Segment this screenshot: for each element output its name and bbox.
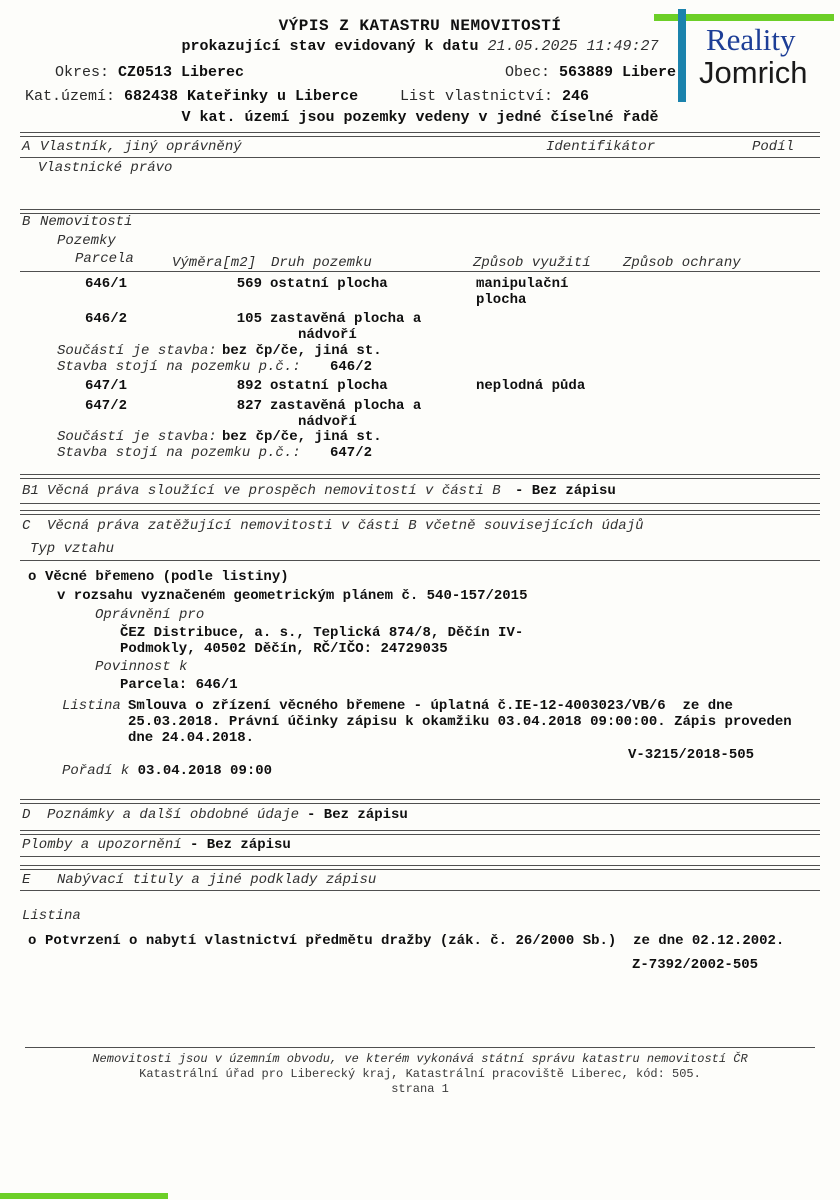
vecne-bremeno-rozsah: v rozsahu vyznačeném geometrickým plánem č. 540-157/2015 (57, 588, 528, 604)
vecne-bremeno-title: Věcné břemeno (podle listiny) (45, 569, 289, 585)
poradi-value: 03.04.2018 09:00 (137, 763, 273, 779)
rule-b-header (20, 271, 820, 272)
stavba-note-label: Součástí je stavba: (57, 343, 217, 359)
col-vyuziti: Způsob využití (473, 255, 591, 271)
katuzemi-label: Kat.území: (25, 88, 125, 105)
listina-line2: 25.03.2018. Právní účinky zápisu k okamžiku 03.04.2018 09:00:00. Zápis proveden (128, 714, 792, 730)
logo-jomrich-text: Jomrich (699, 55, 808, 90)
obec-value: 563889 Libere (559, 64, 677, 81)
listina-label: Listina (22, 908, 81, 924)
rule-a-top (20, 132, 820, 137)
section-a-title: Vlastník, jiný oprávněný (40, 139, 242, 155)
rule-plomby-under (20, 856, 820, 857)
table-row-vymera: 892 (236, 378, 262, 394)
nabyvaci-titul-ref: Z-7392/2002-505 (632, 957, 759, 973)
obec-field (505, 65, 676, 81)
obec-label: Obec: (505, 64, 560, 81)
list-label: List vlastnictví: (400, 88, 563, 105)
stavba-note-value: bez čp/če, jiná st. (222, 429, 382, 445)
col-vymera: Výměra[m2] (172, 255, 257, 271)
logo-blue-bar-icon (678, 9, 686, 102)
table-row-parcela: 646/1 (85, 276, 128, 292)
subtitle-date: 21.05.2025 11:49:27 (487, 38, 659, 55)
rule-b-top (20, 209, 820, 214)
footer-line1: Nemovitosti jsou v územním obvodu, ve kterém vykonává státní správu katastru nemovitostí ČR (92, 1052, 748, 1066)
col-identifikator: Identifikátor (546, 139, 656, 155)
rule-e-top (20, 865, 820, 870)
list-value: 246 (562, 88, 590, 105)
col-ochrany: Způsob ochrany (623, 255, 741, 271)
povinnost-label: Povinnost k (95, 659, 188, 675)
section-b1-value: - Bez zápisu (515, 483, 616, 499)
listina-ref: V-3215/2018-505 (628, 747, 755, 763)
section-b1-title: Věcná práva sloužící ve prospěch nemovitostí v části B (47, 483, 501, 499)
typ-vztahu-label: Typ vztahu (30, 541, 115, 557)
table-row-vymera: 569 (236, 276, 262, 292)
rule-footer (25, 1047, 815, 1048)
list-vlastnictvi-field (400, 89, 589, 105)
footer-line2: Katastrální úřad pro Liberecký kraj, Katastrální pracoviště Liberec, kód: 505. (139, 1067, 701, 1081)
table-row-parcela: 647/1 (85, 378, 128, 394)
rule-e-under (20, 890, 820, 891)
section-b1-letter: B1 (22, 483, 39, 499)
rule-c-top (20, 510, 820, 515)
poradi-field (62, 763, 272, 779)
rule-b1-top (20, 474, 820, 479)
table-row-druh: zastavěná plocha a (270, 398, 422, 414)
section-c-letter: C (22, 518, 31, 534)
stavba-pozemek-value: 646/2 (330, 359, 373, 375)
section-c-title: Věcná práva zatěžující nemovitosti v části B včetně souvisejících údajů (47, 518, 644, 534)
entry-bullet: o (28, 569, 37, 585)
table-row-druh-cont: nádvoří (298, 327, 357, 343)
subtitle-label: prokazující stav evidovaný k datu (181, 38, 488, 55)
nabyvaci-titul-entry: Potvrzení o nabytí vlastnictví předmětu dražby (zák. č. 26/2000 Sb.) ze dne 02.12.2002. (45, 933, 785, 949)
table-row-vyuziti: neplodná půda (476, 378, 586, 394)
stavba-note-label: Součástí je stavba: (57, 429, 217, 445)
katuzemi-value: 682438 Kateřinky u Liberce (124, 88, 359, 105)
stavba-pozemek-value: 647/2 (330, 445, 373, 461)
table-row-vyuziti: manipulační (476, 276, 569, 292)
section-a-letter: A (22, 139, 31, 155)
section-e-title: Nabývací tituly a jiné podklady zápisu (57, 872, 377, 888)
document-title: VÝPIS Z KATASTRU NEMOVITOSTÍ (278, 17, 562, 35)
rule-plomby-top (20, 830, 820, 835)
table-row-vyuziti-cont: plocha (476, 292, 527, 308)
okres-value: CZ0513 Liberec (118, 64, 245, 81)
povinnost-value: Parcela: 646/1 (120, 677, 238, 693)
table-row-druh: ostatní plocha (270, 378, 388, 394)
section-d-value: - Bez zápisu (307, 807, 408, 823)
rule-b1-under (20, 503, 820, 504)
footer-page-number: strana 1 (391, 1082, 449, 1096)
opravneni-line1: ČEZ Distribuce, a. s., Teplická 874/8, Děčín IV- (120, 625, 524, 641)
table-row-druh: ostatní plocha (270, 276, 388, 292)
table-row-vymera: 827 (236, 398, 262, 414)
poradi-label: Pořadí k (62, 763, 138, 779)
rule-c-under (20, 560, 820, 561)
stavba-pozemek-label: Stavba stojí na pozemku p.č.: (57, 359, 301, 375)
header-note: V kat. území jsou pozemky vedeny v jedné číselné řadě (181, 109, 659, 126)
rule-a-under (20, 157, 820, 158)
opravneni-label: Oprávnění pro (95, 607, 205, 623)
okres-label: Okres: (55, 64, 119, 81)
opravneni-line2: Podmokly, 40502 Děčín, RČ/IČO: 24729035 (120, 641, 448, 657)
entry-bullet: o (28, 933, 37, 949)
stavba-pozemek-label: Stavba stojí na pozemku p.č.: (57, 445, 301, 461)
section-b-letter: B (22, 214, 31, 230)
table-row-vymera: 105 (236, 311, 262, 327)
col-parcela: Parcela (75, 251, 134, 267)
plomby-title: Plomby a upozornění (22, 837, 182, 853)
table-row-druh-cont: nádvoří (298, 414, 357, 430)
katuzemi-field (25, 89, 358, 105)
logo-reality-text: Reality (706, 22, 796, 57)
col-podil: Podíl (752, 139, 795, 155)
section-d-letter: D (22, 807, 31, 823)
section-b-title: Nemovitosti (40, 214, 133, 230)
table-row-druh: zastavěná plocha a (270, 311, 422, 327)
scan-green-strip (0, 1193, 168, 1199)
listina-line3: dne 24.04.2018. (128, 730, 255, 746)
col-druh: Druh pozemku (271, 255, 372, 271)
section-b-group: Pozemky (57, 233, 116, 249)
rule-d-top (20, 799, 820, 804)
table-row-parcela: 647/2 (85, 398, 128, 414)
listina-label: Listina (62, 698, 121, 714)
listina-line1: Smlouva o zřízení věcného břemene - úplatná č.IE-12-4003023/VB/6 ze dne (128, 698, 733, 714)
section-e-letter: E (22, 872, 31, 888)
section-d-title: Poznámky a další obdobné údaje (47, 807, 300, 823)
stavba-note-value: bez čp/če, jiná st. (222, 343, 382, 359)
okres-field (55, 65, 244, 81)
plomby-value: - Bez zápisu (190, 837, 291, 853)
table-row-parcela: 646/2 (85, 311, 128, 327)
section-a-content: Vlastnické právo (38, 160, 173, 176)
